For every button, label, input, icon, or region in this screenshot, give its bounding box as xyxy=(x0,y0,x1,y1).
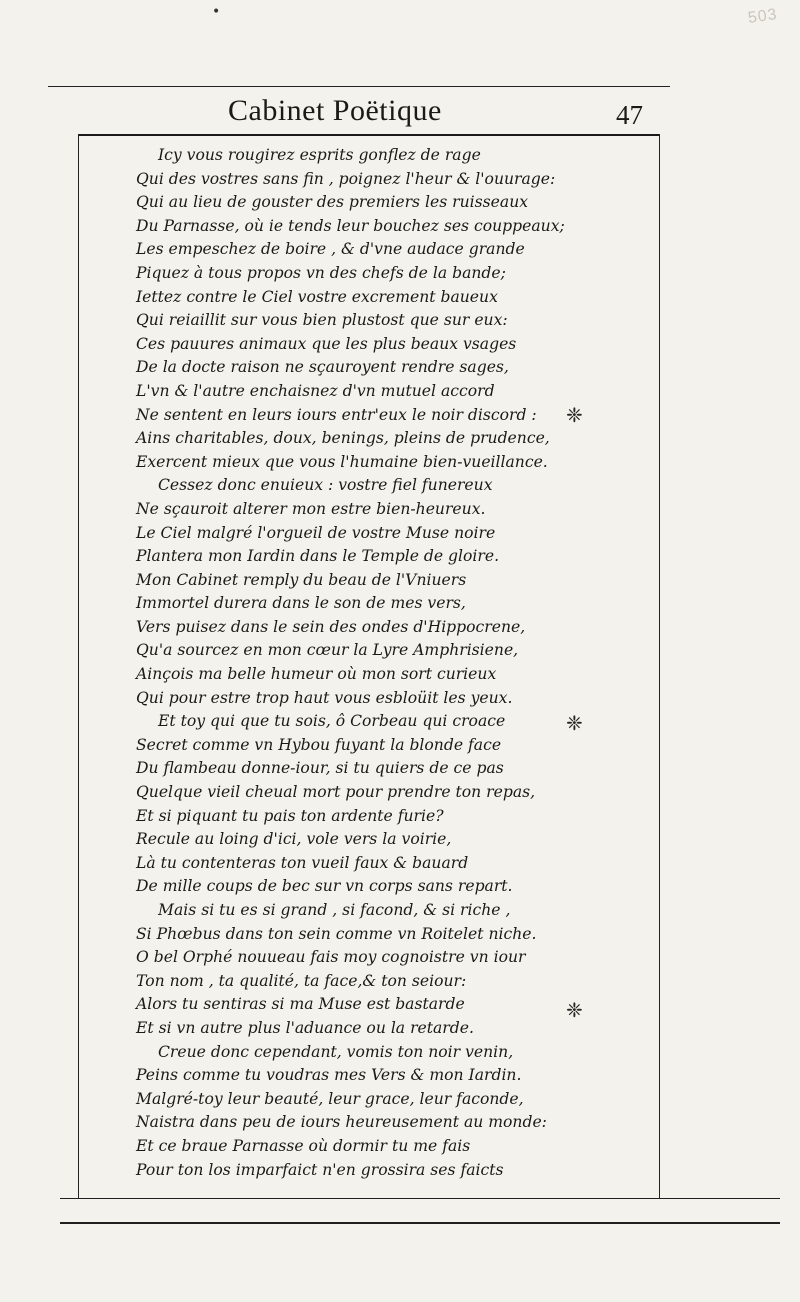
poem-line: Qui des vostres sans fin , poignez l'heur & l'ouurage: xyxy=(136,169,556,188)
fleuron-ornament-icon: ❈ xyxy=(566,711,583,735)
poem-line: Secret comme vn Hybou fuyant la blonde face xyxy=(136,735,502,754)
poem-line: Et toy qui que tu sois, ô Corbeau qui croace xyxy=(158,712,506,731)
poem-line: Du flambeau donne-iour, si tu quiers de ce pas xyxy=(136,759,504,778)
poem-line: Vers puisez dans le sein des ondes d'Hippocrene, xyxy=(136,617,526,636)
poem-line: Les empeschez de boire , & d'vne audace grande xyxy=(136,240,525,259)
poem-line: O bel Orphé nouueau fais moy cognoistre vn iour xyxy=(136,948,526,967)
poem-line: Ne sentent en leurs iours entr'eux le noir discord : xyxy=(136,405,537,424)
poem-line: Quelque vieil cheual mort pour prendre ton repas, xyxy=(136,783,536,802)
poem-text xyxy=(136,144,576,1182)
poem-line: Qu'a sourcez en mon cœur la Lyre Amphrisiene, xyxy=(136,641,519,660)
poem-line: Malgré-toy leur beauté, leur grace, leur faconde, xyxy=(136,1089,524,1108)
poem-line: Piquez à tous propos vn des chefs de la bande; xyxy=(136,263,506,282)
poem-line: Cessez donc enuieux : vostre fiel funereux xyxy=(158,476,493,495)
poem-line: Qui au lieu de gouster des premiers les ruisseaux xyxy=(136,193,529,212)
poem-line: Qui pour estre trop haut vous esbloüit les yeux. xyxy=(136,688,513,707)
top-rule xyxy=(48,86,670,87)
poem-line: Le Ciel malgré l'orgueil de vostre Muse noire xyxy=(136,523,496,542)
fleuron-ornament-icon: ❈ xyxy=(566,403,583,427)
poem-line: L'vn & l'autre enchaisnez d'vn mutuel accord xyxy=(136,381,495,400)
poem-line: Ains charitables, doux, benings, pleins de prudence, xyxy=(136,429,550,448)
corner-page-mark: 503 xyxy=(746,6,779,27)
poem-line: Ton nom , ta qualité, ta face,& ton seiour: xyxy=(136,971,467,990)
bottom-rule xyxy=(60,1198,780,1199)
poem-line: Si Phœbus dans ton sein comme vn Roitelet niche. xyxy=(136,924,537,943)
poem-line: Et si piquant tu pais ton ardente furie? xyxy=(136,806,444,825)
poem-line: De mille coups de bec sur vn corps sans repart. xyxy=(136,877,513,896)
fleuron-ornament-icon: ❈ xyxy=(566,998,583,1022)
poem-line: Ne sçauroit alterer mon estre bien-heureux. xyxy=(136,499,486,518)
poem-line: Plantera mon Iardin dans le Temple de gloire. xyxy=(136,547,500,566)
poem-line: Iettez contre le Ciel vostre excrement baueux xyxy=(136,287,498,306)
running-title: Cabinet Poëtique xyxy=(228,94,442,127)
poem-line: Mais si tu es si grand , si facond, & si riche , xyxy=(158,901,511,919)
poem-line: Naistra dans peu de iours heureusement au monde: xyxy=(136,1113,547,1132)
poem-line: De la docte raison ne sçauroyent rendre sages, xyxy=(136,358,509,377)
poem-line: Et ce braue Parnasse où dormir tu me fais xyxy=(136,1136,471,1155)
poem-line: Là tu contenteras ton vueil faux & bauard xyxy=(136,853,469,872)
poem-line: Et si vn autre plus l'aduance ou la retarde. xyxy=(136,1018,474,1037)
poem-line: Alors tu sentiras si ma Muse est bastarde xyxy=(136,995,465,1014)
poem-line: Ainçois ma belle humeur où mon sort curieux xyxy=(136,665,497,684)
poem-line: Immortel durera dans le son de mes vers, xyxy=(136,594,466,613)
bottom-rule xyxy=(60,1222,780,1224)
poem-line: Icy vous rougirez esprits gonflez de rage xyxy=(158,146,481,164)
poem-line: Exercent mieux que vous l'humaine bien-vueillance. xyxy=(136,452,548,471)
poem-line: Ces pauures animaux que les plus beaux vsages xyxy=(136,334,517,353)
poem-line: Creue donc cependant, vomis ton noir venin, xyxy=(158,1042,514,1061)
poem-line: Qui reiaillit sur vous bien plustost que sur eux: xyxy=(136,311,508,330)
page-number: 47 xyxy=(616,100,643,130)
poem-line: Pour ton los imparfaict n'en grossira ses faicts xyxy=(136,1160,504,1179)
poem-line: Du Parnasse, où ie tends leur bouchez ses couppeaux; xyxy=(136,216,565,235)
poem-line: Recule au loing d'ici, vole vers la voirie, xyxy=(136,830,452,849)
poem-line: Mon Cabinet remply du beau de l'Vniuers xyxy=(136,570,467,589)
poem-line: Peins comme tu voudras mes Vers & mon Iardin. xyxy=(136,1066,522,1085)
ink-speck: • xyxy=(212,4,221,20)
